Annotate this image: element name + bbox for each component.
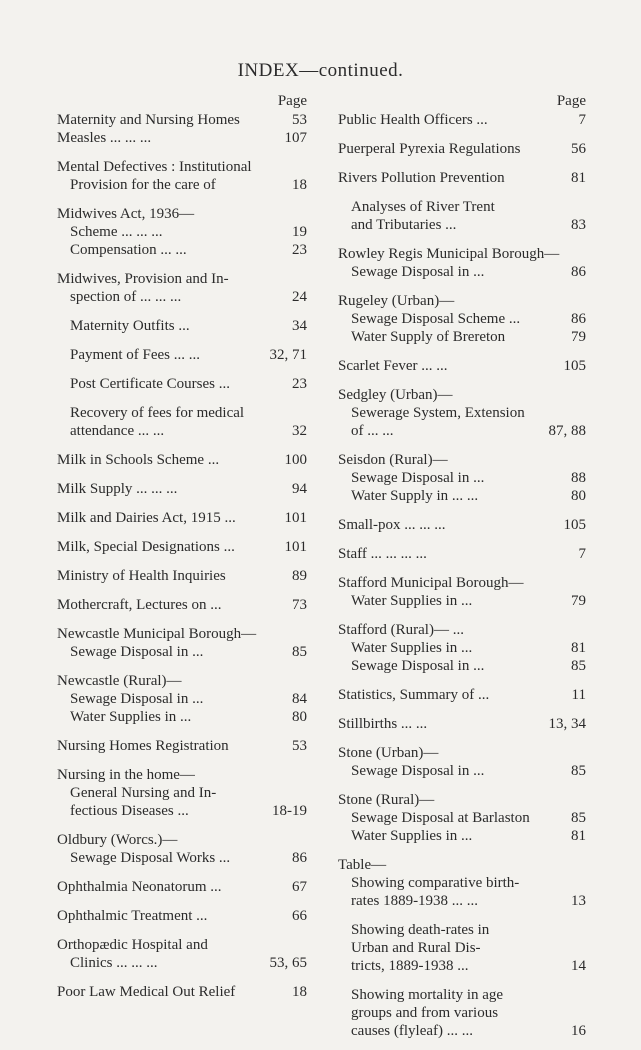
page-number: 80	[292, 709, 307, 725]
index-line	[338, 715, 586, 733]
index-entry	[57, 567, 307, 585]
entry-text: Maternity and Nursing Homes	[57, 112, 240, 128]
entry-text: Showing comparative birth-	[351, 875, 520, 891]
index-line	[338, 469, 586, 487]
index-entry	[57, 878, 307, 896]
page-number: 53	[292, 738, 307, 754]
page-number: 105	[563, 517, 586, 533]
index-entry	[57, 404, 307, 440]
index-entry	[57, 480, 307, 498]
index-line	[338, 169, 586, 187]
entry-text: Mothercraft, Lectures on ...	[57, 597, 222, 613]
page-number: 88	[571, 470, 586, 486]
index-line	[338, 827, 586, 845]
index-line	[338, 1022, 586, 1040]
index-entry	[57, 596, 307, 614]
page-number: 23	[292, 242, 307, 258]
index-entry	[57, 375, 307, 393]
page-number: 86	[292, 850, 307, 866]
entry-text: Milk in Schools Scheme ...	[57, 452, 220, 468]
index-line	[57, 158, 307, 176]
index-line	[338, 386, 586, 404]
entry-text: Water Supplies in ...	[351, 640, 473, 656]
index-line	[338, 939, 586, 957]
entry-text: Water Supplies in ...	[351, 828, 473, 844]
index-entry	[57, 737, 307, 755]
entry-text: Nursing Homes Registration	[57, 738, 229, 754]
entry-text: Sewage Disposal in ...	[70, 691, 204, 707]
page-number: 87, 88	[548, 423, 586, 439]
index-entry	[57, 831, 307, 867]
index-line	[57, 690, 307, 708]
entry-text: Milk and Dairies Act, 1915 ...	[57, 510, 236, 526]
entry-text: Measles ... ... ...	[57, 130, 152, 146]
index-line	[338, 111, 586, 129]
index-line	[338, 487, 586, 505]
index-line	[338, 592, 586, 610]
entry-text: Table—	[338, 857, 387, 873]
page-number: 18	[292, 177, 307, 193]
index-entry	[338, 921, 586, 975]
page-number: 7	[578, 112, 586, 128]
page-number: 81	[571, 640, 586, 656]
page-number: 107	[284, 130, 307, 146]
index-line	[57, 625, 307, 643]
page-number: 14	[571, 958, 586, 974]
index-line	[57, 480, 307, 498]
entry-text: Sewerage System, Extension	[351, 405, 525, 421]
entry-text: attendance ... ...	[70, 423, 165, 439]
entry-text: Compensation ... ...	[70, 242, 187, 258]
index-line	[338, 216, 586, 234]
entry-text: Ophthalmic Treatment ...	[57, 908, 208, 924]
index-line	[57, 907, 307, 925]
entry-text: Nursing in the home—	[57, 767, 195, 783]
entry-text: Midwives Act, 1936—	[57, 206, 195, 222]
entry-text: Water Supply in ... ...	[351, 488, 479, 504]
index-line	[338, 791, 586, 809]
index-entry	[57, 936, 307, 972]
index-entry	[338, 357, 586, 375]
index-line	[338, 574, 586, 592]
index-entry	[57, 766, 307, 820]
index-line	[57, 346, 307, 364]
entry-text: Clinics ... ... ...	[70, 955, 158, 971]
entry-text: Sewage Disposal in ...	[351, 264, 485, 280]
index-line	[338, 404, 586, 422]
index-line	[57, 538, 307, 556]
entry-text: Rugeley (Urban)—	[338, 293, 455, 309]
page-number: 101	[284, 539, 307, 555]
index-entry	[57, 129, 307, 147]
entry-text: Midwives, Provision and In-	[57, 271, 229, 287]
page-column-header: Page	[277, 93, 307, 109]
index-entry	[57, 983, 307, 1001]
index-line	[57, 241, 307, 259]
index-line	[57, 567, 307, 585]
index-line	[338, 1004, 586, 1022]
index-line	[338, 263, 586, 281]
page-number: 85	[571, 658, 586, 674]
page-number: 86	[571, 311, 586, 327]
entry-text: Scarlet Fever ... ...	[338, 358, 448, 374]
entry-text: fectious Diseases ...	[70, 803, 189, 819]
index-line	[338, 357, 586, 375]
entry-text: Orthopædic Hospital and	[57, 937, 208, 953]
entry-text: of ... ...	[351, 423, 394, 439]
entry-text: spection of ... ... ...	[70, 289, 182, 305]
entry-text: Payment of Fees ... ...	[70, 347, 200, 363]
entry-text: Sewage Disposal Scheme ...	[351, 311, 521, 327]
entry-text: Seisdon (Rural)—	[338, 452, 448, 468]
index-entry	[338, 686, 586, 704]
entry-text: tricts, 1889-1938 ...	[351, 958, 469, 974]
page-number: 100	[284, 452, 307, 468]
index-line	[57, 954, 307, 972]
page-number: 89	[292, 568, 307, 584]
index-entry	[57, 317, 307, 335]
entry-text: rates 1889-1938 ... ...	[351, 893, 479, 909]
entry-text: Ministry of Health Inquiries	[57, 568, 226, 584]
page-number: 23	[292, 376, 307, 392]
page-column-header: Page	[556, 93, 586, 109]
index-line	[57, 129, 307, 147]
index-line	[338, 744, 586, 762]
page-number: 105	[563, 358, 586, 374]
index-entry	[338, 986, 586, 1040]
entry-text: Sewage Disposal in ...	[351, 470, 485, 486]
entry-text: Post Certificate Courses ...	[70, 376, 230, 392]
page-number: 16	[571, 1023, 586, 1039]
index-line	[338, 545, 586, 563]
entry-text: Sewage Disposal at Barlaston	[351, 810, 530, 826]
index-entry	[57, 205, 307, 259]
index-line	[57, 766, 307, 784]
entry-text: Ophthalmia Neonatorum ...	[57, 879, 222, 895]
page-number: 13, 34	[548, 716, 586, 732]
index-line	[338, 957, 586, 975]
index-entry	[338, 715, 586, 733]
index-entry	[338, 621, 586, 675]
index-line	[57, 983, 307, 1001]
index-line	[338, 762, 586, 780]
index-line	[57, 111, 307, 129]
index-entry	[57, 509, 307, 527]
index-entry	[338, 386, 586, 440]
index-line	[57, 708, 307, 726]
index-line	[57, 878, 307, 896]
index-left-column	[57, 91, 307, 1001]
page-number: 83	[571, 217, 586, 233]
page-number: 66	[292, 908, 307, 924]
index-entry	[57, 625, 307, 661]
index-line	[57, 784, 307, 802]
entry-text: Stone (Urban)—	[338, 745, 439, 761]
entry-text: Stone (Rural)—	[338, 792, 435, 808]
entry-text: Small-pox ... ... ...	[338, 517, 446, 533]
index-line	[338, 856, 586, 874]
page-number: 79	[571, 593, 586, 609]
page-number: 94	[292, 481, 307, 497]
entry-text: Scheme ... ... ...	[70, 224, 163, 240]
index-line	[338, 986, 586, 1004]
index-line	[57, 375, 307, 393]
entry-text: Milk, Special Designations ...	[57, 539, 235, 555]
index-line	[57, 802, 307, 820]
entry-text: Milk Supply ... ... ...	[57, 481, 178, 497]
index-entry	[57, 270, 307, 306]
page-number: 85	[292, 644, 307, 660]
entry-text: Public Health Officers ...	[338, 112, 488, 128]
entry-text: Staff ... ... ... ...	[338, 546, 427, 562]
index-line	[57, 831, 307, 849]
page-number: 85	[571, 763, 586, 779]
entry-text: Analyses of River Trent	[351, 199, 495, 215]
index-entry	[338, 111, 586, 129]
index-line	[57, 936, 307, 954]
entry-text: Recovery of fees for medical	[70, 405, 245, 421]
index-line	[57, 270, 307, 288]
entry-text: Showing death-rates in	[351, 922, 490, 938]
index-entry	[57, 451, 307, 469]
entry-text: Provision for the care of	[70, 177, 216, 193]
entry-text: Poor Law Medical Out Relief	[57, 984, 236, 1000]
page-number: 86	[571, 264, 586, 280]
index-entries-left	[57, 111, 307, 1001]
index-entry	[338, 744, 586, 780]
entry-text: Newcastle (Rural)—	[57, 673, 182, 689]
entry-text: Stillbirths ... ...	[338, 716, 428, 732]
page-number: 32	[292, 423, 307, 439]
index-line	[57, 849, 307, 867]
entry-text: groups and from various	[351, 1005, 499, 1021]
index-line	[338, 621, 586, 639]
page-number: 81	[571, 828, 586, 844]
page-number: 73	[292, 597, 307, 613]
index-line	[338, 686, 586, 704]
page-number: 56	[571, 141, 586, 157]
entry-text: and Tributaries ...	[351, 217, 457, 233]
page-number: 34	[292, 318, 307, 334]
index-entry	[338, 198, 586, 234]
entry-text: Sewage Disposal Works ...	[70, 850, 231, 866]
page-number: 18-19	[272, 803, 307, 819]
page-number: 84	[292, 691, 307, 707]
page-number: 32, 71	[269, 347, 307, 363]
entry-text: General Nursing and In-	[70, 785, 217, 801]
page-number: 19	[292, 224, 307, 240]
index-line	[57, 223, 307, 241]
index-entry	[57, 346, 307, 364]
page-number: 81	[571, 170, 586, 186]
index-entry	[338, 545, 586, 563]
index-line	[338, 451, 586, 469]
index-entries-right	[338, 111, 586, 1040]
page-number: 79	[571, 329, 586, 345]
index-line	[57, 596, 307, 614]
page-number: 80	[571, 488, 586, 504]
index-entry	[338, 791, 586, 845]
index-line	[57, 672, 307, 690]
entry-text: Puerperal Pyrexia Regulations	[338, 141, 521, 157]
entry-text: Water Supplies in ...	[351, 593, 473, 609]
index-line	[57, 404, 307, 422]
index-entry	[57, 907, 307, 925]
page-number: 53, 65	[269, 955, 307, 971]
page-number: 11	[571, 687, 586, 703]
index-line	[338, 328, 586, 346]
index-line	[57, 451, 307, 469]
index-line	[338, 245, 586, 263]
index-line	[57, 317, 307, 335]
page-title: INDEX—continued.	[237, 60, 404, 81]
entry-text: Rowley Regis Municipal Borough—	[338, 246, 560, 262]
entry-text: causes (flyleaf) ... ...	[351, 1023, 474, 1039]
index-entry	[57, 538, 307, 556]
entry-text: Stafford (Rural)— ...	[338, 622, 464, 638]
entry-text: Oldbury (Worcs.)—	[57, 832, 178, 848]
entry-text: Maternity Outfits ...	[70, 318, 190, 334]
page-number: 24	[292, 289, 307, 305]
entry-text: Rivers Pollution Prevention	[338, 170, 505, 186]
entry-text: Sewage Disposal in ...	[351, 763, 485, 779]
entry-text: Sewage Disposal in ...	[351, 658, 485, 674]
entry-text: Newcastle Municipal Borough—	[57, 626, 257, 642]
index-line	[57, 737, 307, 755]
entry-text: Sewage Disposal in ...	[70, 644, 204, 660]
index-line	[57, 288, 307, 306]
index-entry	[57, 672, 307, 726]
index-line	[57, 205, 307, 223]
index-entry	[338, 169, 586, 187]
entry-text: Statistics, Summary of ...	[338, 687, 490, 703]
index-line	[338, 657, 586, 675]
index-line	[338, 422, 586, 440]
entry-text: Urban and Rural Dis-	[351, 940, 481, 956]
entry-text: Stafford Municipal Borough—	[338, 575, 524, 591]
page-number: 13	[571, 893, 586, 909]
index-line	[338, 892, 586, 910]
index-line	[57, 176, 307, 194]
index-right-column	[338, 91, 586, 1040]
entry-text: Water Supplies in ...	[70, 709, 192, 725]
index-entry	[338, 856, 586, 910]
index-line	[338, 516, 586, 534]
entry-text: Mental Defectives : Institutional	[57, 159, 252, 175]
page-number: 85	[571, 810, 586, 826]
index-entry	[338, 292, 586, 346]
index-entry	[338, 516, 586, 534]
index-entry	[338, 451, 586, 505]
index-entry	[57, 111, 307, 129]
index-line	[338, 310, 586, 328]
index-entry	[338, 574, 586, 610]
index-line	[57, 422, 307, 440]
index-line	[338, 292, 586, 310]
page-number: 18	[292, 984, 307, 1000]
index-line	[338, 809, 586, 827]
page-number: 67	[292, 879, 307, 895]
index-line	[338, 639, 586, 657]
entry-text: Water Supply of Brereton	[351, 329, 506, 345]
index-entry	[57, 158, 307, 194]
page-number: 101	[284, 510, 307, 526]
index-entry	[338, 140, 586, 158]
entry-text: Sedgley (Urban)—	[338, 387, 453, 403]
index-line	[338, 874, 586, 892]
page-number: 7	[578, 546, 586, 562]
index-entry	[338, 245, 586, 281]
index-line	[338, 921, 586, 939]
index-line	[57, 509, 307, 527]
page-number: 53	[292, 112, 307, 128]
index-line	[338, 198, 586, 216]
index-line	[338, 140, 586, 158]
entry-text: Showing mortality in age	[351, 987, 504, 1003]
index-line	[57, 643, 307, 661]
